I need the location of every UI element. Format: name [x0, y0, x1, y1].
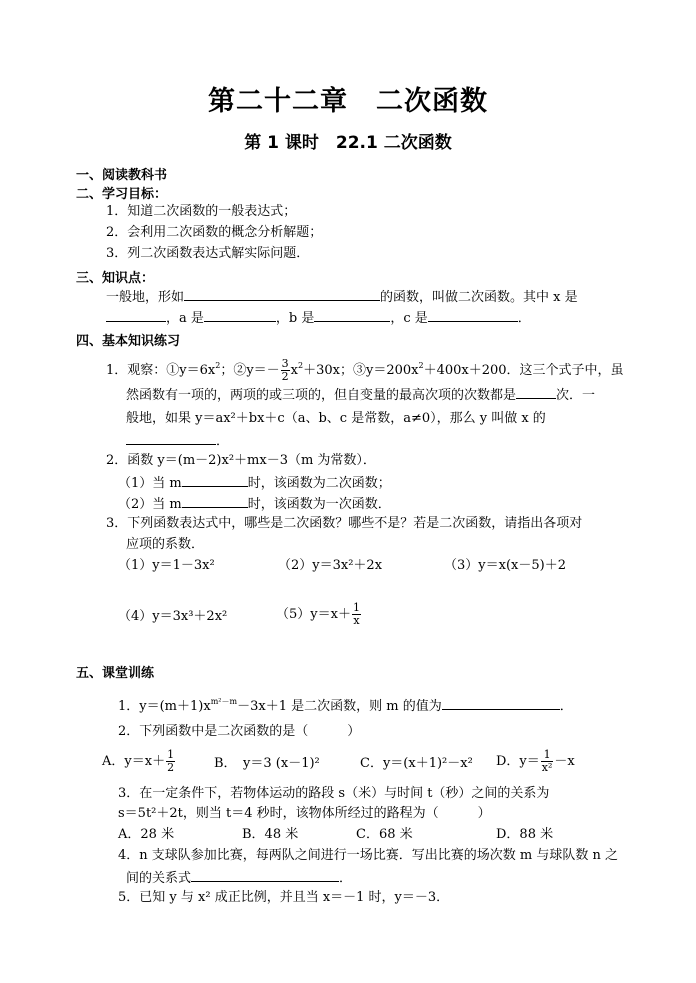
c2-option-d-text-b: －x: [554, 754, 575, 769]
training-2-option-c: C．y＝(x＋1)²－x²: [360, 756, 473, 771]
practice-1-line-2: [126, 386, 595, 404]
blank-a[interactable]: [204, 309, 276, 322]
section-1-heading: 一、阅读教科书: [76, 168, 168, 183]
goal-1: 1．知道二次函数的一般表达式；: [106, 204, 297, 219]
training-3-option-b: B．48 米: [242, 827, 299, 842]
c4-text-a: 间的关系式: [126, 871, 192, 886]
blank-quadratic[interactable]: [126, 432, 216, 445]
training-2: 2．下列函数中是二次函数的是（ ）: [118, 724, 361, 739]
section-5-heading: 五、课堂训练: [76, 666, 155, 681]
fraction-3-2: [281, 358, 290, 383]
training-2-option-b: B． y＝3 (x－1)²: [214, 756, 320, 771]
practice-1-line-1: 1．观察：$①y=6x^2$；②y＝－ $\frac{3}{2}$ $x^2+30x$；$③y=200x^2+400x+200$．这三个式子中，虽: [106, 357, 624, 383]
knowledge-text-c: ，a 是: [166, 311, 204, 326]
p1-text-h: ．: [216, 434, 230, 449]
training-4-line-1: 4．n 支球队参加比赛，每两队之间进行一场比赛．写出比赛的场次数 m 与球队数 n 之: [118, 848, 619, 863]
training-4-line-2: [126, 869, 352, 887]
c1-text-c: ．: [559, 699, 573, 714]
practice-3-option-4: （4）y＝3x³＋2x²: [118, 609, 228, 624]
fraction-1-x: [352, 602, 361, 627]
blank-m-quadratic[interactable]: [182, 474, 248, 487]
fraction-num: 1: [352, 601, 360, 614]
fraction-den: 2: [167, 761, 175, 774]
training-3-line-1: 3．在一定条件下，若物体运动的路段 s（米）与时间 t（秒）之间的关系为: [118, 786, 550, 801]
practice-3-option-3: （3）y＝x(x－5)＋2: [444, 558, 566, 573]
blank-degree[interactable]: [516, 386, 556, 399]
lesson-subtitle: 第 1 课时 22.1 二次函数: [244, 133, 452, 153]
knowledge-text-b: 的函数，叫做二次函数。其中 x 是: [380, 290, 578, 305]
fraction-den: 2: [281, 370, 289, 383]
blank-general-form[interactable]: [184, 288, 380, 301]
practice-3-line-1: 3．下列函数表达式中，哪些是二次函数？哪些不是？若是二次函数，请指出各项对: [106, 516, 583, 531]
training-3-option-d: D．88 米: [496, 827, 554, 842]
training-1: [118, 697, 573, 715]
c1-text-b: －3x＋1 是二次函数，则 m 的值为: [237, 699, 442, 714]
p1-text-b: ；②y＝－: [220, 363, 280, 378]
p2-text-a: （1）当 m: [118, 476, 182, 491]
training-2-option-a: [102, 749, 176, 774]
practice-2-line-1: 2．函数 y＝(m－2)x²＋mx－3（m 为常数）．: [106, 453, 376, 468]
blank-relation[interactable]: [191, 869, 339, 882]
goal-2: 2．会利用二次函数的概念分析解题；: [106, 225, 323, 240]
fraction-num: 1: [167, 748, 175, 761]
practice-3-line-2: 应项的系数．: [126, 537, 205, 552]
blank-m-value[interactable]: [442, 697, 560, 710]
blank-c[interactable]: [428, 309, 518, 322]
knowledge-text-e: ，c 是: [390, 311, 428, 326]
p1-text-f: 然函数有一项的，两项的或三项的，但自变量的最高次项的次数都是: [126, 388, 517, 403]
c1-text-a: 1．y＝(m＋1)x: [118, 699, 211, 714]
practice-3-option-5: [276, 602, 362, 627]
knowledge-text-d: ，b 是: [275, 311, 315, 326]
fraction-num: 1: [541, 749, 554, 762]
knowledge-line-1: [106, 288, 578, 306]
training-3-option-a: A．28 米: [118, 827, 175, 842]
p3-text-a: （5）y＝x＋: [276, 607, 351, 622]
c2-option-d-text-a: D．y＝: [496, 754, 540, 769]
training-3-line-2: s＝5t²＋2t，则当 t＝4 秒时，该物体所经过的路程为（ ）: [118, 806, 491, 821]
p1-text-e: ＋400x＋200．这三个式子中，虽: [423, 363, 624, 378]
section-3-heading: 三、知识点：: [76, 271, 155, 286]
fraction-num: 3: [281, 357, 289, 370]
practice-1-line-3: 般地，如果 y＝ax²＋bx＋c（a、b、c 是常数，a≠0），那么 y 叫做 x 的: [126, 411, 546, 426]
practice-2-line-3: [118, 495, 391, 513]
section-2-heading: 二、学习目标：: [76, 187, 168, 202]
p2-text-b: 时，该函数为二次函数；: [247, 476, 391, 491]
goal-3: 3．列二次函数表达式解实际问题．: [106, 246, 310, 261]
practice-2-line-2: [118, 474, 391, 492]
training-2-option-d: [496, 749, 575, 774]
blank-x[interactable]: [106, 309, 166, 322]
p1-text-a: 1．观察：①y＝6x: [106, 363, 216, 378]
practice-3-option-2: （2）y＝3x²＋2x: [278, 558, 383, 573]
training-5: 5．已知 y 与 x² 成正比例，并且当 x＝－1 时，y＝－3．: [118, 890, 450, 905]
fraction-1-2: [166, 749, 175, 774]
training-3-option-c: C．68 米: [356, 827, 413, 842]
fraction-den: x: [353, 614, 360, 627]
p1-text-d: ＋30x；③y＝200x: [303, 363, 419, 378]
fraction-den: x²: [541, 761, 553, 774]
p2-text-c: （2）当 m: [118, 497, 182, 512]
chapter-title: 第二十二章 二次函数: [208, 86, 488, 117]
p2-text-d: 时，该函数为一次函数．: [247, 497, 391, 512]
practice-3-option-1: （1）y＝1－3x²: [118, 558, 215, 573]
p1-text-c: x: [290, 363, 299, 378]
knowledge-line-2: [106, 309, 531, 327]
knowledge-text-f: ．: [517, 311, 531, 326]
p1-text-g: 次．一: [556, 388, 596, 403]
fraction-1-x2: [541, 749, 554, 774]
c4-text-b: ．: [339, 871, 353, 886]
blank-m-linear[interactable]: [182, 495, 248, 508]
section-4-heading: 四、基本知识练习: [76, 334, 181, 349]
c1-exponent: m²－m: [210, 697, 238, 706]
c2-option-a-text: A．y＝x＋: [102, 754, 166, 769]
blank-b[interactable]: [314, 309, 390, 322]
practice-1-line-4: [126, 432, 229, 450]
knowledge-text-a: 一般地，形如: [106, 290, 185, 305]
